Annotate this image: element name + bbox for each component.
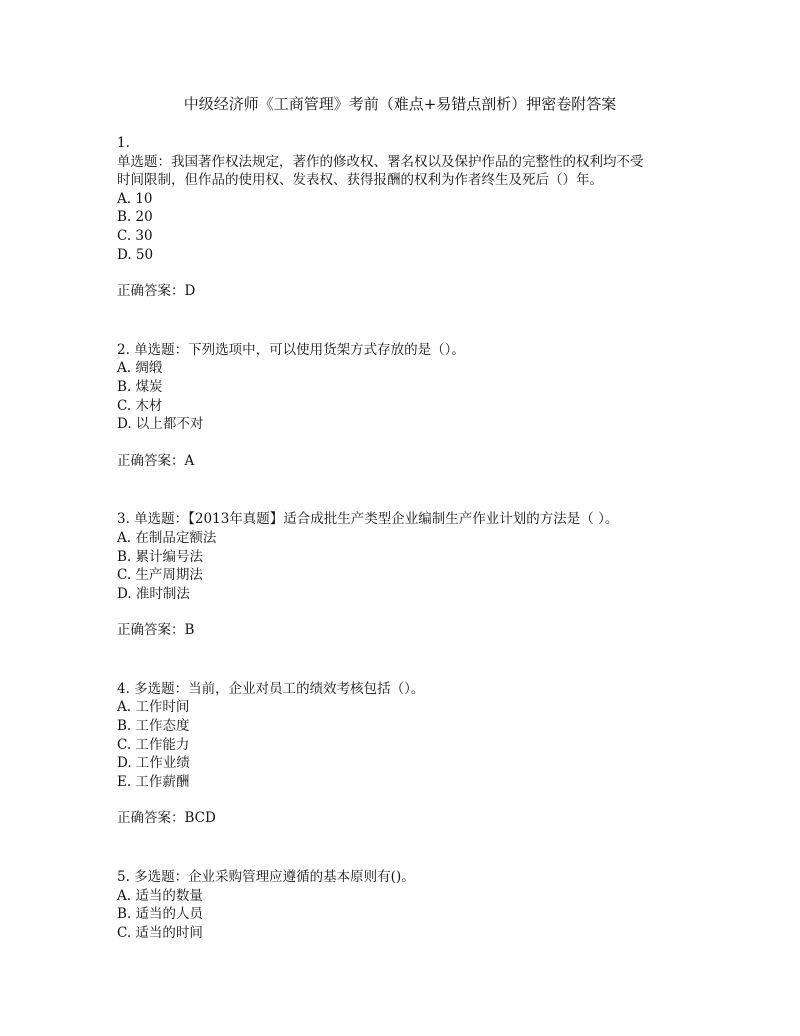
question-text-line: 时间限制，但作品的使用权、发表权、获得报酬的权利为作者终生及死后（）年。 <box>117 172 603 189</box>
correct-answer: 正确答案：D <box>117 283 196 300</box>
question-text-line: 5. 多选题：企业采购管理应遵循的基本原则有()。 <box>117 869 415 886</box>
correct-answer: 正确答案：A <box>117 452 195 469</box>
option-b: B. 累计编号法 <box>117 548 204 565</box>
option-a: A. 在制品定额法 <box>117 529 217 546</box>
option-c: C. 木材 <box>117 397 163 414</box>
question-3 <box>117 510 697 640</box>
question-4 <box>117 680 697 828</box>
option-a: A. 工作时间 <box>117 699 190 716</box>
correct-answer: 正确答案：BCD <box>117 810 216 827</box>
option-a: A. 10 <box>117 190 153 207</box>
option-d: D. 准时制法 <box>117 585 190 602</box>
option-b: B. 工作态度 <box>117 718 190 735</box>
option-a: A. 适当的数量 <box>117 887 203 904</box>
option-d: D. 以上都不对 <box>117 416 204 433</box>
option-c: C. 适当的时间 <box>117 924 203 941</box>
question-text-line: 2. 单选题：下列选项中，可以使用货架方式存放的是（）。 <box>117 341 465 358</box>
question-5 <box>117 868 697 942</box>
question-text-line: 1. <box>117 135 130 151</box>
question-text-line: 4. 多选题：当前，企业对员工的绩效考核包括（）。 <box>117 680 425 697</box>
option-c: C. 工作能力 <box>117 736 190 753</box>
option-b: B. 适当的人员 <box>117 906 204 923</box>
question-text-line: 单选题：我国著作权法规定，著作的修改权、署名权以及保护作品的完整性的权利均不受 <box>117 153 644 170</box>
option-d: D. 工作业绩 <box>117 755 190 772</box>
option-b: B. 20 <box>117 209 153 226</box>
option-e: E. 工作薪酬 <box>117 773 190 790</box>
question-2 <box>117 341 697 471</box>
question-text-line: 3. 单选题：【2013年真题】适合成批生产类型企业编制生产作业计划的方法是（ ）。 <box>117 511 619 528</box>
option-c: C. 30 <box>117 227 153 244</box>
question-list <box>117 134 697 942</box>
question-1 <box>117 134 697 301</box>
option-a: A. 绸缎 <box>117 360 163 377</box>
option-c: C. 生产周期法 <box>117 567 203 584</box>
document-title: 中级经济师《工商管理》考前（难点+易错点剖析）押密卷附答案 <box>183 95 617 113</box>
option-b: B. 煤炭 <box>117 378 163 395</box>
correct-answer: 正确答案：B <box>117 622 195 639</box>
option-d: D. 50 <box>117 246 154 263</box>
